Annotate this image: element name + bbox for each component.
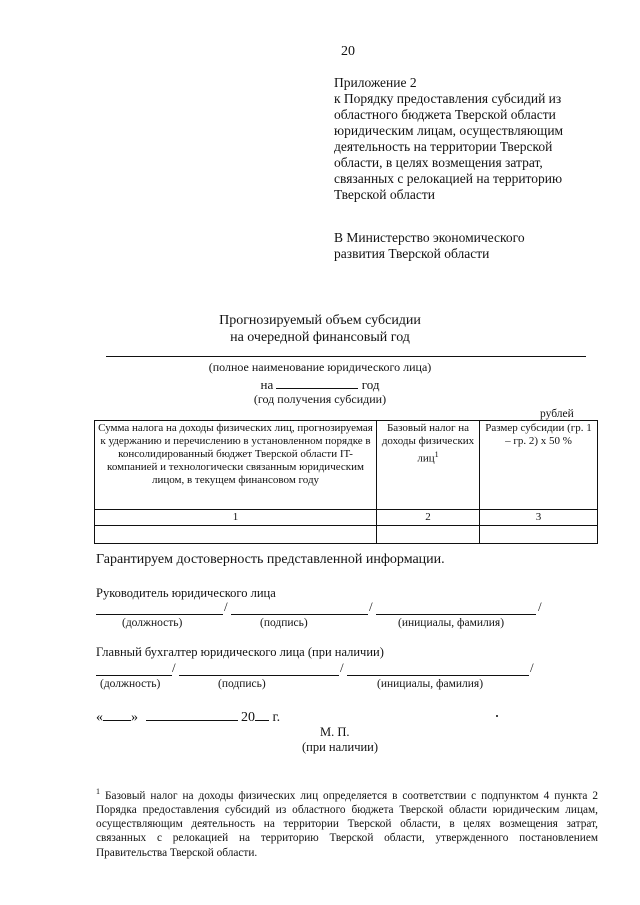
on-word: на [260,377,274,392]
accountant-signature-line[interactable] [179,675,339,676]
fullname-fill-line[interactable] [106,356,586,357]
currency-label: рублей [540,408,574,420]
year-prefix: 20 [241,710,255,725]
col-number: 1 [95,510,377,526]
appendix-block [334,75,624,203]
day-blank[interactable] [103,709,131,721]
table-header-row [95,421,598,510]
caption-position: (должность) [122,617,183,629]
head-name-line[interactable] [376,614,536,615]
recipient-line: развития Тверской области [334,246,490,261]
footnote [96,785,598,860]
col-number: 2 [377,510,480,526]
month-blank[interactable] [146,709,238,721]
footnote-mark: 1 [96,787,100,796]
separator-slash: / [224,599,228,614]
accountant-position-line[interactable] [96,675,172,676]
appendix-line: области, в целях возмещения затрат, [334,155,543,170]
head-position-line[interactable] [96,614,223,615]
table-data-row [95,526,598,544]
footnote-ref: 1 [434,450,439,459]
caption-name: (инициалы, фамилия) [377,678,484,690]
year-suffix: г. [272,710,281,725]
guarantee-statement: Гарантируем достоверность представленной информации. [96,552,445,567]
appendix-line: Тверской области [334,187,435,202]
open-quote: « [96,710,103,725]
appendix-line: связанных с релокацией на территорию [334,171,563,186]
head-signature-line[interactable] [231,614,368,615]
appendix-line: Приложение 2 [334,75,417,90]
scan-speck [496,715,498,717]
caption-position: (должность) [100,678,161,690]
title-line: Прогнозируемый объем субсидии [219,313,421,328]
page-number: 20 [341,44,355,59]
table-number-row [95,510,598,526]
header-base-tax [377,421,480,510]
header-subsidy-size: Размер субсидии (гр. 1 – гр. 2) х 50 % [480,421,598,510]
stamp-label: М. П. [320,725,350,739]
subsidy-table [94,420,598,544]
year-fill-blank[interactable] [276,377,358,389]
accountant-label: Главный бухгалтер юридического лица (при наличии) [96,645,384,659]
cell-base-tax[interactable] [377,526,480,544]
appendix-line: областного бюджета Тверской области [334,107,556,122]
recipient-block [334,230,624,262]
separator-slash: / [172,660,176,675]
close-quote: » [131,710,138,725]
cell-subsidy-size[interactable] [480,526,598,544]
year-line [0,377,640,393]
appendix-line: юридическим лицам, осуществляющим [334,123,564,138]
header-tax-amount: Сумма налога на доходы физических лиц, прогнозируемая к удержанию и перечислению в установленном порядке в консолидированный бюджет Тверской области IT-компанией и технологически связанным юридическим лицом, в текущем финансовом году [95,421,377,510]
appendix-line: деятельность на территории Тверской [334,139,553,154]
fullname-caption: (полное наименование юридического лица) [208,360,432,374]
year-caption: (год получения субсидии) [253,392,387,406]
document-title [0,312,640,346]
year-blank[interactable] [255,709,269,721]
header-base-tax-text: Базовый налог на доходы физических лиц [381,422,475,465]
appendix-line: к Порядку предоставления субсидий из [334,91,562,106]
footnote-text: Базовый налог на доходы физических лиц определяется в соответствии с подпунктом 4 пункта 2 Порядка предоставления субсидий из областного бюджета Тверской области юридическим лицам, осуществляющим деятельность на территории Тверской области, в целях возмещения затрат, связанных с релокацией на территорию Тверской области, утвержденного постановлением Правительства Тверской области. [96,789,598,859]
separator-slash: / [340,660,344,675]
accountant-name-line[interactable] [347,675,529,676]
separator-slash: / [369,599,373,614]
caption-signature: (подпись) [218,678,266,690]
head-label: Руководитель юридического лица [96,586,276,600]
recipient-line: В Министерство экономического [334,230,525,245]
year-word: год [361,377,380,392]
date-line [96,709,280,726]
stamp-note: (при наличии) [302,740,379,754]
col-number: 3 [480,510,598,526]
separator-slash: / [538,599,542,614]
caption-name: (инициалы, фамилия) [398,617,505,629]
cell-tax-amount[interactable] [95,526,377,544]
title-line: на очередной финансовый год [230,330,410,345]
caption-signature: (подпись) [260,617,308,629]
separator-slash: / [530,660,534,675]
